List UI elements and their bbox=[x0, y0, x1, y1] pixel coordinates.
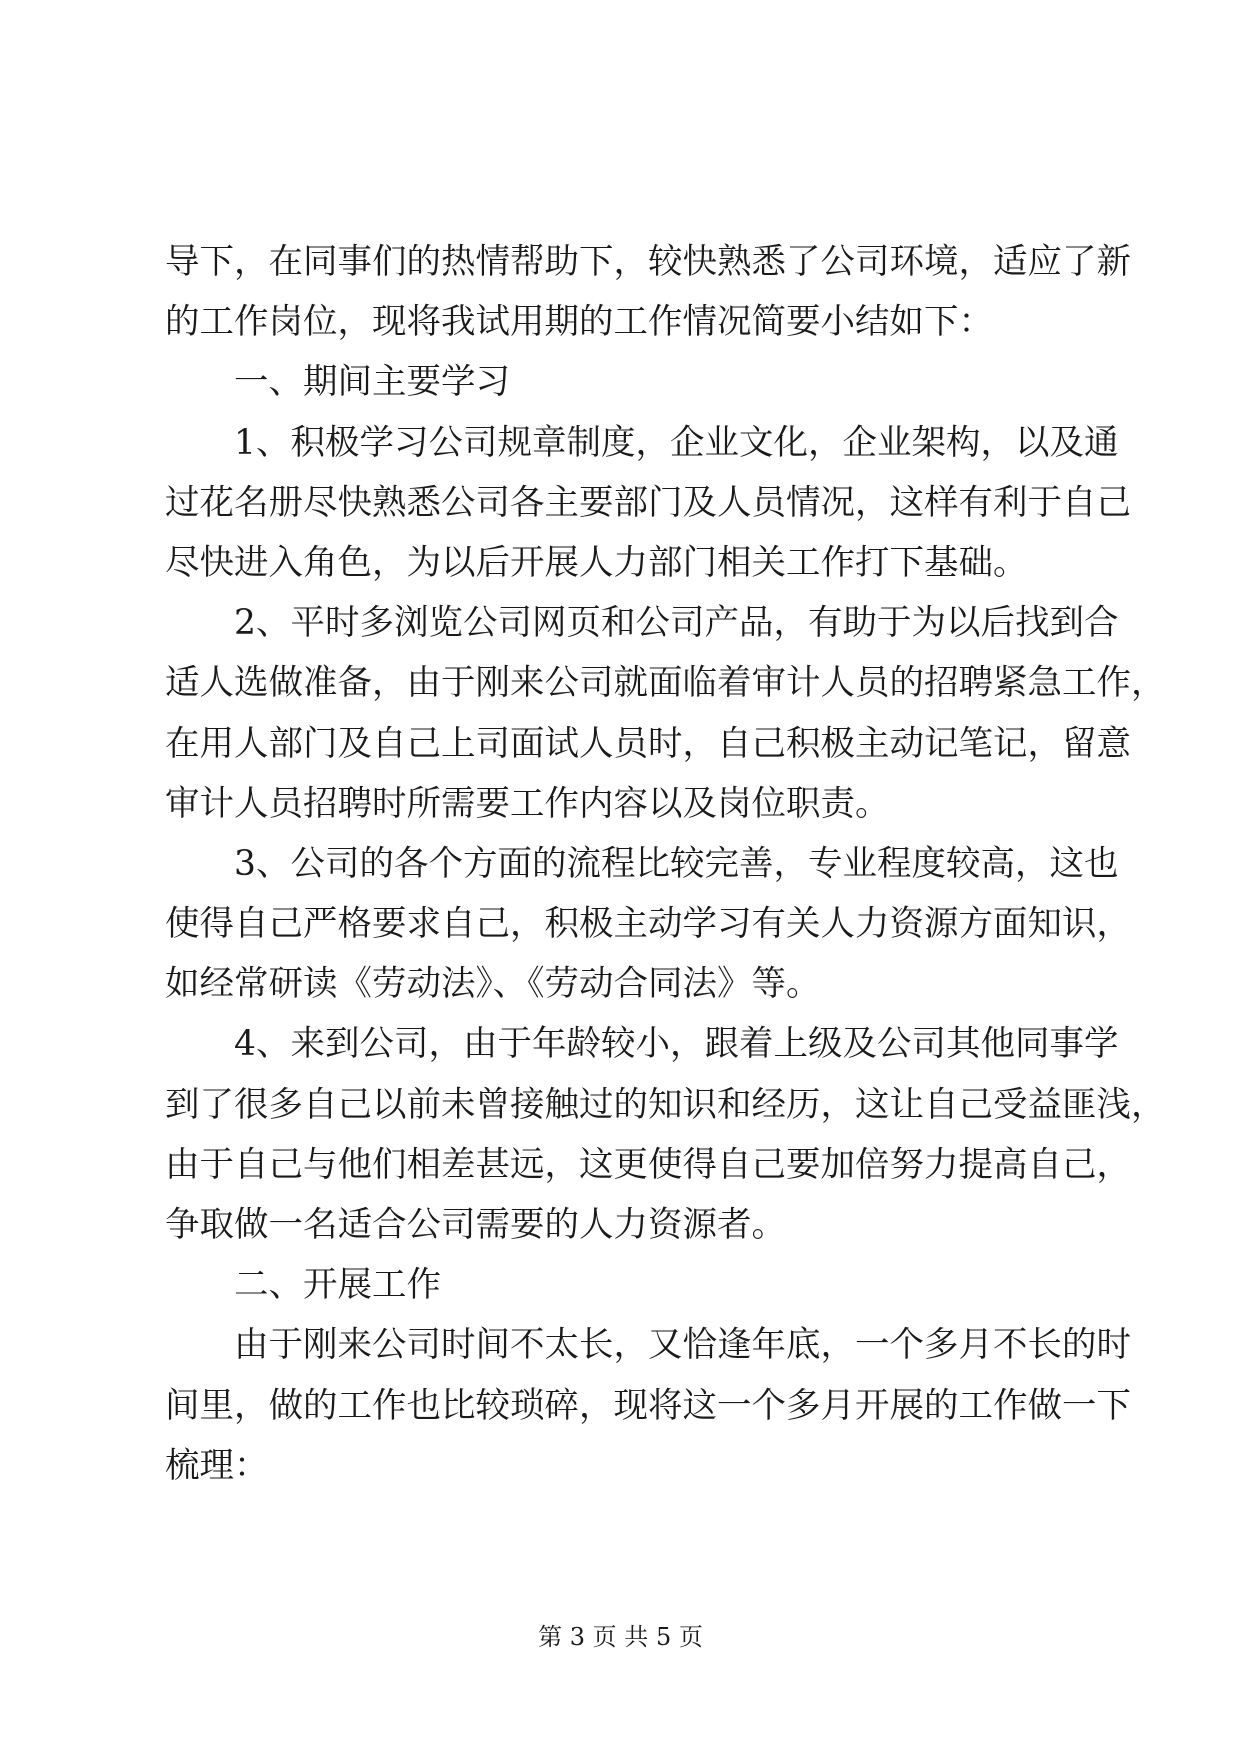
text-line: 尽快进入角色，为以后开展人力部门相关工作打下基础。 bbox=[165, 542, 1028, 583]
text-line: 如经常研读《劳动法》、《劳动合同法》等。 bbox=[165, 964, 821, 1005]
text-line: 二、开展工作 bbox=[234, 1265, 441, 1306]
text-line: 2、平时多浏览公司网页和公司产品，有助于为以后找到合 bbox=[234, 603, 1119, 644]
text-line: 使得自己严格要求自己，积极主动学习有关人力资源方面知识， bbox=[165, 904, 1131, 945]
text-line: 间里，做的工作也比较琐碎，现将这一个多月开展的工作做一下 bbox=[165, 1385, 1131, 1426]
text-line: 审计人员招聘时所需要工作内容以及岗位职责。 bbox=[165, 783, 890, 824]
page-footer: 第 3 页 共 5 页 bbox=[538, 1623, 703, 1651]
text-line: 导下，在同事们的热情帮助下，较快熟悉了公司环境，适应了新 bbox=[165, 242, 1131, 282]
text-line: 3、公司的各个方面的流程比较完善，专业程度较高，这也 bbox=[234, 843, 1119, 884]
text-line: 过花名册尽快熟悉公司各主要部门及人员情况，这样有利于自己 bbox=[165, 482, 1131, 523]
text-line: 梳理： bbox=[165, 1445, 269, 1486]
text-line: 由于自己与他们相差甚远，这更使得自己要加倍努力提高自己， bbox=[165, 1144, 1131, 1185]
text-line: 适人选做准备，由于刚来公司就面临着审计人员的招聘紧急工作， bbox=[165, 663, 1166, 704]
text-line: 一、期间主要学习 bbox=[234, 362, 510, 403]
document-body bbox=[165, 232, 1166, 1496]
text-line: 1、积极学习公司规章制度，企业文化，企业架构，以及通 bbox=[234, 422, 1119, 463]
text-line: 4、来到公司，由于年龄较小，跟着上级及公司其他同事学 bbox=[234, 1024, 1119, 1065]
text-line: 到了很多自己以前未曾接触过的知识和经历，这让自己受益匪浅， bbox=[165, 1084, 1166, 1125]
text-line: 由于刚来公司时间不太长，又恰逢年底，一个多月不长的时 bbox=[234, 1325, 1131, 1366]
text-line: 在用人部门及自己上司面试人员时，自己积极主动记笔记，留意 bbox=[165, 723, 1131, 764]
text-line: 的工作岗位，现将我试用期的工作情况简要小结如下： bbox=[165, 302, 993, 343]
text-line: 争取做一名适合公司需要的人力资源者。 bbox=[165, 1205, 786, 1245]
